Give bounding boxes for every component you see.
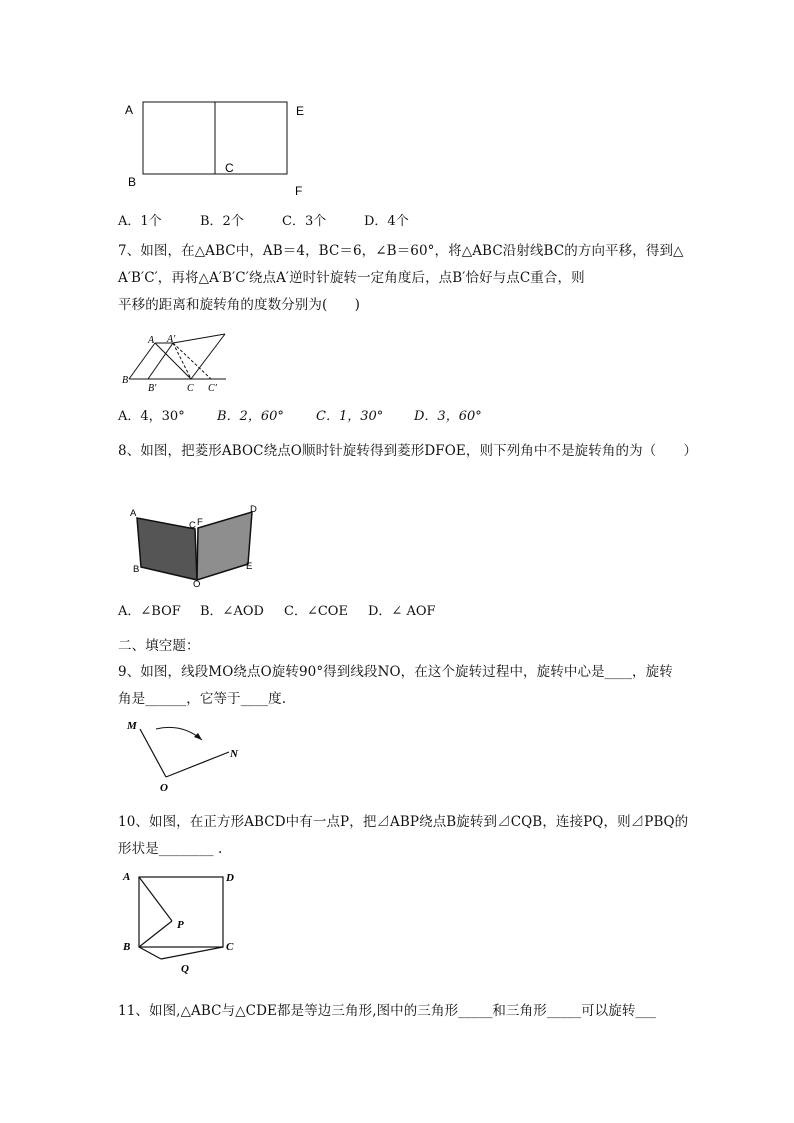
- q8-option-b[interactable]: B．∠AOD: [200, 604, 264, 619]
- rhombus-DFOE: [197, 512, 252, 580]
- label-C: C: [226, 941, 234, 953]
- q8-options: [118, 600, 436, 619]
- label-P: P: [177, 919, 184, 931]
- q6-option-c[interactable]: C．3个: [282, 214, 327, 229]
- q6-options: [118, 210, 409, 229]
- label-A: A: [148, 335, 155, 346]
- label-O: O: [193, 579, 201, 590]
- q10-text-line2: 形状是________ .: [118, 841, 223, 857]
- rotation-arrow: [156, 727, 202, 740]
- label-B: B: [123, 941, 131, 953]
- q8-text-line1: 8、如图，把菱形ABOC绕点O顺时针旋转得到菱形DFOE，则下列角中不是旋转角的为（ ）: [118, 443, 698, 459]
- q7-option-d[interactable]: D．3，60°: [414, 409, 482, 424]
- label-C: C: [187, 383, 194, 394]
- arrow-head-icon: [194, 733, 202, 740]
- rhombus-ABOC: [137, 518, 197, 580]
- label-C: C: [225, 161, 234, 175]
- figure-rhombus-rotation: [118, 500, 268, 592]
- q6-option-a[interactable]: A．1个: [118, 214, 162, 229]
- label-D: D: [250, 504, 257, 515]
- label-A-prime: A′: [167, 334, 176, 345]
- q8-option-a[interactable]: A．∠BOF: [118, 604, 181, 619]
- label-B: B: [128, 175, 137, 189]
- figure-translation-rotation: [118, 330, 238, 396]
- label-C-prime: C′: [208, 383, 217, 394]
- label-D: D: [226, 872, 234, 884]
- q11-text-line1: 11、如图,△ABC与△CDE都是等边三角形,图中的三角形_____和三角形_____可以旋转___: [118, 1003, 657, 1019]
- q9-text-line1: 9、如图，线段MO绕点O旋转90°得到线段NO，在这个旋转过程中，旋转中心是____，旋转: [118, 664, 673, 680]
- label-F: F: [197, 517, 203, 528]
- label-Q: Q: [181, 963, 189, 975]
- label-A: A: [123, 871, 131, 883]
- q8-option-c[interactable]: C．∠COE: [284, 604, 348, 619]
- label-A: A: [130, 508, 137, 519]
- label-F: F: [295, 184, 303, 198]
- label-E: E: [246, 561, 253, 572]
- label-B-prime: B′: [148, 383, 157, 394]
- label-M: M: [127, 720, 137, 732]
- q7-options: [118, 405, 482, 424]
- q7-option-a[interactable]: A．4，30°: [118, 409, 185, 424]
- q9-text-line2: 角是______，它等于____度.: [118, 691, 287, 707]
- q6-option-d[interactable]: D．4个: [364, 214, 409, 229]
- q7-option-c[interactable]: C．1，30°: [316, 409, 384, 424]
- label-E: E: [296, 104, 305, 118]
- figure-square-rotation: [118, 866, 248, 982]
- label-B: B: [122, 375, 129, 386]
- q10-text-line1: 10、如图，在正方形ABCD中有一点P，把⊿ABP绕点B旋转到⊿CQB，连接PQ，则⊿PBQ的: [118, 814, 689, 830]
- label-A: A: [125, 103, 134, 117]
- q7-text-line3: 平移的距离和旋转角的度数分别为( ): [118, 297, 360, 313]
- label-B: B: [133, 564, 140, 575]
- label-C: C: [189, 520, 196, 531]
- label-N: N: [230, 748, 238, 760]
- q8-option-d[interactable]: D．∠ AOF: [368, 604, 436, 619]
- figure-segment-rotation: [118, 715, 248, 795]
- q6-option-b[interactable]: B．2个: [200, 214, 244, 229]
- q7-option-b[interactable]: B．2，60°: [217, 409, 284, 424]
- figure-rectangles: [118, 92, 318, 202]
- section-title-fill-in: 二、填空题：: [118, 638, 200, 654]
- q7-text-line2: A′B′C′，再将△A′B′C′绕点A′逆时针旋转一定角度后，点B′恰好与点C重合，则: [118, 270, 585, 286]
- q7-text-line1: 7、如图，在△ABC中，AB＝4，BC＝6，∠B＝60°，将△ABC沿射线BC的方向平移，得到△: [118, 243, 684, 259]
- label-O: O: [160, 782, 168, 794]
